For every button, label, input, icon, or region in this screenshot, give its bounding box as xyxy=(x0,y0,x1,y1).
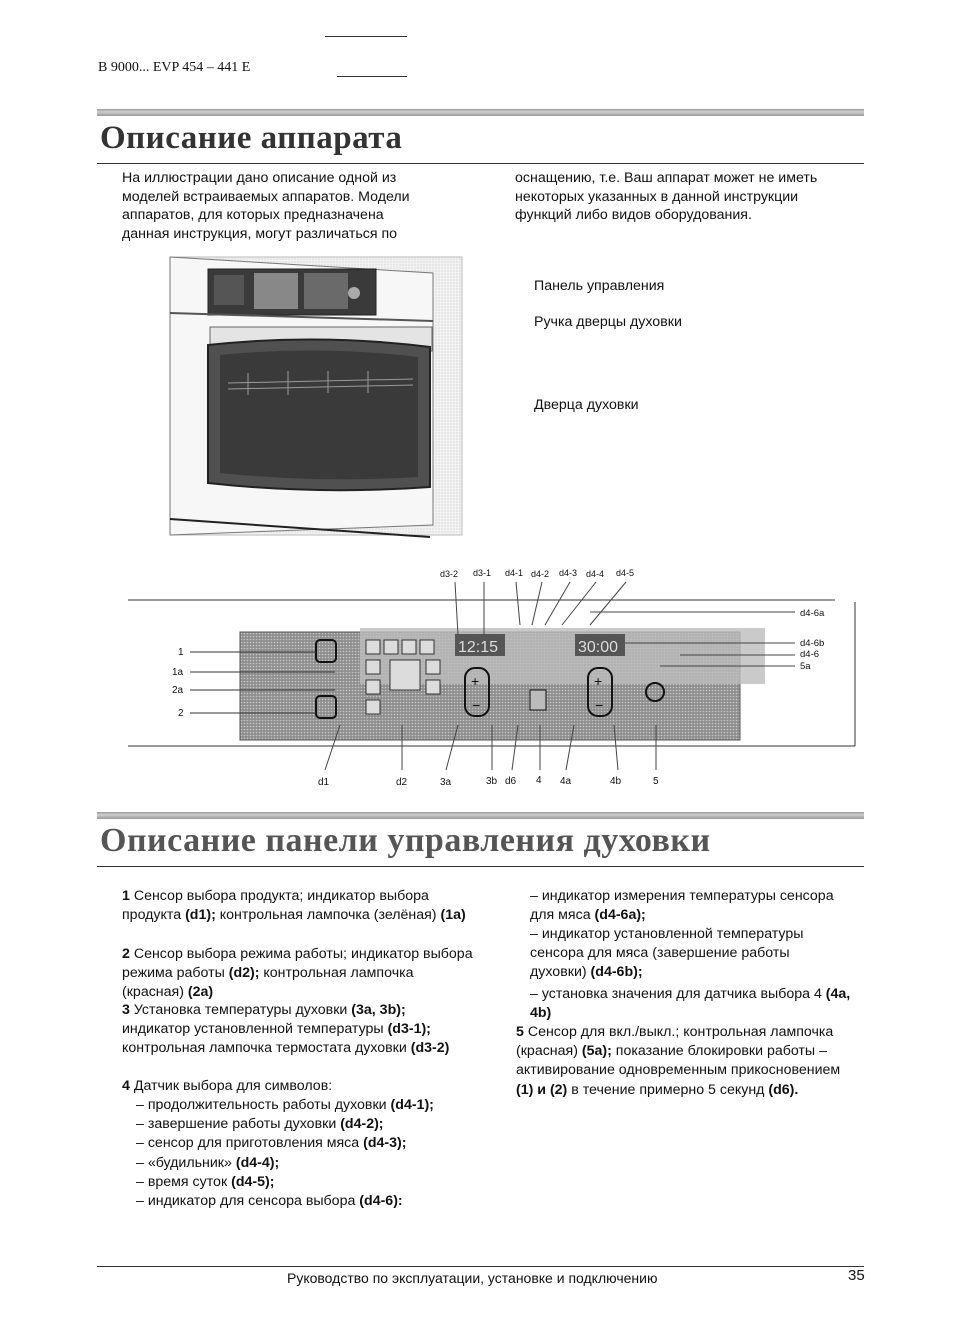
svg-text:4b: 4b xyxy=(610,776,622,787)
svg-text:5a: 5a xyxy=(800,661,811,672)
svg-text:d4-3: d4-3 xyxy=(559,568,578,578)
header-rule xyxy=(337,76,407,77)
list-item: – установка значения для датчика выбора 4 (4a, 4b) xyxy=(530,986,851,1022)
svg-text:4a: 4a xyxy=(560,776,572,787)
label-door-handle: Ручка дверцы духовки xyxy=(534,314,682,330)
list-item: – индикатор измерения температуры сенсора для мяса (d4-6a); xyxy=(530,888,834,924)
svg-text:d4-2: d4-2 xyxy=(531,569,550,579)
intro-right: оснащению, т.е. Ваш аппарат может не иметь некоторых указанных в данной инструкции функций либо видов оборудования. xyxy=(515,170,818,224)
section-rule xyxy=(97,163,864,164)
section-rule xyxy=(97,866,864,867)
sub-list: – продолжительность работы духовки (d4-1); – завершение работы духовки (d4-2); – сенсор для приготовления мяса (d4-3); – «будильник» (d4-4); – время суток (d4-5); – индикатор для сенсора выбора (d4-6): xyxy=(136,1097,434,1210)
svg-text:d4-1: d4-1 xyxy=(505,568,524,578)
svg-text:3b: 3b xyxy=(486,776,498,787)
list-item: 1 Сенсор выбора продукта; индикатор выбора продукта (d1); контрольная лампочка (зелёная) (1a) xyxy=(122,888,466,924)
label-oven-door: Дверца духовки xyxy=(534,397,639,413)
list-item: – индикатор установленной температуры сенсора для мяса (завершение работы духовки) (d4-6b); xyxy=(530,926,804,981)
page-number: 35 xyxy=(848,1267,865,1284)
footer-rule xyxy=(97,1266,864,1267)
svg-text:−: − xyxy=(472,697,481,713)
svg-text:30:00: 30:00 xyxy=(578,639,619,656)
list-item: 3 Установка температуры духовки (3a, 3b); индикатор установленной температуры (d3-1); контрольная лампочка термостата духовки (d3-2) xyxy=(122,1002,450,1057)
svg-text:d4-5: d4-5 xyxy=(616,568,635,578)
section-title: Описание панели управления духовки xyxy=(100,822,711,859)
section-band xyxy=(97,109,864,116)
leader-lines xyxy=(468,270,530,420)
list-item: 5 Сенсор для вкл./выкл.; контрольная лампочка (красная) (5a); показание блокировки работы – активирование одновременным прикосновением (1) и (2) в течение примерно 5 секунд (d6). xyxy=(516,1024,841,1098)
label-control-panel: Панель управления xyxy=(534,278,665,294)
svg-text:d4-4: d4-4 xyxy=(586,569,605,579)
list-item: 2 Сенсор выбора режима работы; индикатор выбора режима работы (d2); контрольная лампочка (красная) (2a) xyxy=(122,946,473,1001)
intro-left: На иллюстрации дано описание одной из моделей встраиваемых аппаратов. Модели аппаратов, для которых предназначена данная инструкция, могут различаться по xyxy=(122,170,410,242)
svg-text:d4-6: d4-6 xyxy=(800,649,820,660)
control-panel-diagram xyxy=(120,560,865,792)
document-model-code: B 9000... EVP 454 – 441 E xyxy=(98,60,251,75)
svg-text:d3-1: d3-1 xyxy=(473,568,492,578)
svg-text:2a: 2a xyxy=(172,685,184,696)
svg-text:d6: d6 xyxy=(505,776,517,787)
svg-text:+: + xyxy=(471,673,480,689)
svg-text:d4-6a: d4-6a xyxy=(800,608,825,619)
svg-text:12:15: 12:15 xyxy=(458,639,499,656)
oven-illustration xyxy=(168,255,468,540)
section-title: Описание аппарата xyxy=(100,120,403,156)
svg-text:5: 5 xyxy=(653,776,659,787)
footer-text: Руководство по эксплуатации, установке и подключению xyxy=(287,1270,658,1286)
svg-text:−: − xyxy=(595,697,604,713)
svg-text:3a: 3a xyxy=(440,777,452,788)
svg-text:4: 4 xyxy=(536,775,542,786)
svg-text:d1: d1 xyxy=(318,777,330,788)
header-rule xyxy=(325,36,407,37)
svg-text:2: 2 xyxy=(178,708,184,719)
svg-text:1a: 1a xyxy=(172,667,184,678)
svg-text:+: + xyxy=(594,673,603,689)
section-band xyxy=(97,812,864,819)
list-item: 4 Датчик выбора для символов: xyxy=(122,1078,333,1094)
svg-text:d2: d2 xyxy=(396,777,408,788)
svg-text:d4-6b: d4-6b xyxy=(800,638,825,649)
svg-text:1: 1 xyxy=(178,647,184,658)
svg-text:d3-2: d3-2 xyxy=(440,569,459,579)
